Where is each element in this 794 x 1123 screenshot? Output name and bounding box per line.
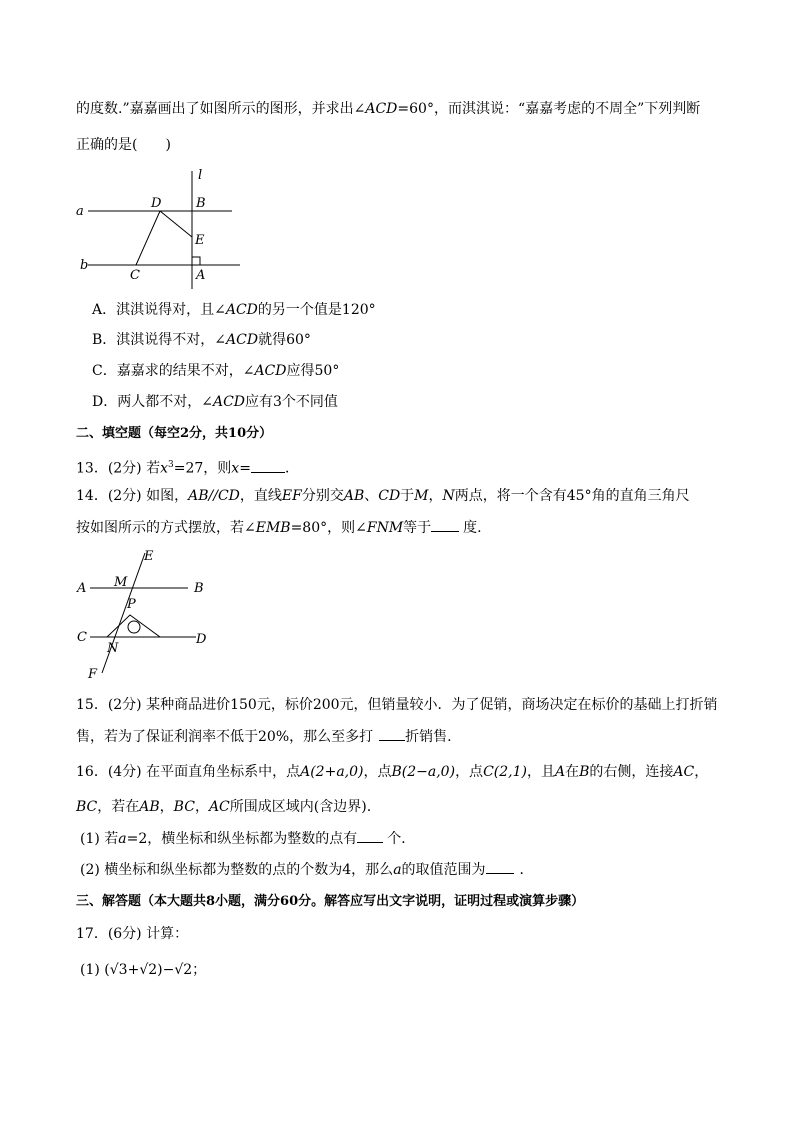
equals: = xyxy=(397,101,410,117)
q14-cd: CD xyxy=(378,488,401,504)
q14-comma: ， xyxy=(428,488,443,504)
q16-text-1: 16．(4分) 在平面直角坐标系中，点 xyxy=(76,764,301,780)
q15-answer-blank[interactable] xyxy=(379,726,405,741)
q16-sub1-text-3: 个． xyxy=(387,831,416,847)
angle-acd: ∠ACD xyxy=(353,101,398,117)
q16-a: A xyxy=(554,764,566,780)
option-b-prefix: B．淇淇说得不对， xyxy=(92,332,215,348)
q16-text-2: ，点 xyxy=(363,764,392,780)
option-a-prefix: A．淇淇说得对，且 xyxy=(92,302,215,318)
option-b-suffix: 就得60° xyxy=(258,332,311,348)
q16-text-10: ， xyxy=(194,799,209,815)
q16-sub2-text-3: ． xyxy=(519,862,534,878)
label-C: C xyxy=(77,630,87,645)
label-a: a xyxy=(76,204,84,219)
option-a-angle: ∠ACD xyxy=(214,302,258,318)
label-b: b xyxy=(80,258,89,273)
q16-sub2-text-1: (2) 横坐标和纵坐标都为整数的点的个数为4，那么 xyxy=(80,862,394,878)
q12-text-2: 60°，而淇淇说：“嘉嘉考虑的不周全”下列判断 xyxy=(409,101,701,117)
option-a-suffix: 的另一个值是120° xyxy=(257,302,376,318)
option-d[interactable] xyxy=(92,392,338,412)
q15-text-1: 售，若为了保证利润率不低于20%，那么至多打 xyxy=(76,729,374,745)
q13-eq: = xyxy=(239,460,251,477)
minus: )− xyxy=(157,962,175,978)
q14-fnm: ∠FNM xyxy=(355,520,404,536)
sqrt-2: √2 xyxy=(139,962,158,978)
q16-sub2-text-2: 的取值范围为 xyxy=(401,862,486,878)
q16-line2 xyxy=(76,797,371,817)
q16-sub1-answer-blank[interactable] xyxy=(357,828,383,843)
label-C: C xyxy=(130,268,140,283)
q16-sub1 xyxy=(80,828,415,849)
q15-line2 xyxy=(76,726,452,747)
label-B: B xyxy=(194,581,204,596)
option-c-angle: ∠ACD xyxy=(242,363,287,379)
sqrt-3: √3 xyxy=(109,962,128,978)
q12-line2: 正确的是( ) xyxy=(76,137,171,153)
q14-text-7: =80°，则 xyxy=(290,520,356,536)
q13 xyxy=(76,455,299,479)
q13-mid: =27，则 xyxy=(173,460,232,477)
q16-text-8: ，若在 xyxy=(97,799,140,815)
q14-line1 xyxy=(76,486,690,506)
label-B: B xyxy=(196,196,206,211)
label-A: A xyxy=(196,268,206,283)
q13-var: x xyxy=(160,460,169,477)
q12-figure xyxy=(70,165,250,295)
q16-text-4: ，且 xyxy=(526,764,555,780)
q16-ac-2: AC xyxy=(208,799,230,815)
label-A: A xyxy=(77,581,87,596)
q14-ef: EF xyxy=(281,488,302,504)
q14-ab-cd: AB//CD xyxy=(188,488,240,504)
q16-sub1-text-1: (1) 若 xyxy=(80,831,119,847)
q16-bc-2: BC xyxy=(173,799,195,815)
option-c-prefix: C．嘉嘉求的结果不对， xyxy=(92,363,243,379)
option-c[interactable] xyxy=(92,361,339,381)
q16-bc: BC xyxy=(76,799,98,815)
q14-line2 xyxy=(76,517,482,538)
q16-sub1-text-2: =2，横坐标和纵坐标都为整数的点有 xyxy=(126,831,358,847)
section-3-title: 三、解答题（本大题共8小题，满分60分。解答应写出文字说明，证明过程或演算步骤） xyxy=(76,894,585,909)
q16-point-b: B(2−a,0) xyxy=(391,764,456,780)
q14-text-6: 按如图所示的方式摆放，若 xyxy=(76,520,244,536)
q16-text-3: ，点 xyxy=(455,764,484,780)
q13-var2: x xyxy=(231,460,240,477)
q16-sub2-answer-blank[interactable] xyxy=(486,859,514,874)
q16-line1 xyxy=(76,762,708,782)
q14-figure xyxy=(70,545,220,683)
q16-ac: AC xyxy=(673,764,695,780)
q14-text-5: 两点，将一个含有45°角的直角三角尺 xyxy=(454,488,690,504)
option-a[interactable] xyxy=(92,300,376,320)
q15-text-2: 折销售. xyxy=(405,729,452,745)
q14-answer-blank[interactable] xyxy=(431,517,459,532)
q14-text-3: 分别交 xyxy=(301,488,344,504)
q12-text: 的度数.”嘉嘉画出了如图所示的图形，并求出 xyxy=(76,101,354,117)
q14-n: N xyxy=(442,488,455,504)
option-d-angle: ∠ACD xyxy=(201,394,246,410)
label-P: P xyxy=(127,597,136,612)
q14-text-9: 度. xyxy=(463,520,482,536)
q14-ab: AB xyxy=(343,488,365,504)
option-b[interactable] xyxy=(92,330,311,350)
label-D: D xyxy=(151,196,162,211)
q14-m: M xyxy=(414,488,429,504)
q13-answer-blank[interactable] xyxy=(251,458,285,473)
q14-text-2: ，直线 xyxy=(239,488,282,504)
q17-line1: 17．(6分) 计算： xyxy=(76,926,189,942)
section-2-title: 二、填空题（每空2分，共10分） xyxy=(76,426,273,441)
label-l: l xyxy=(198,168,203,183)
q16-text-5: 在 xyxy=(565,764,580,780)
q16-sub1-a: a xyxy=(118,831,127,847)
q16-text-6: 的右侧，连接 xyxy=(589,764,674,780)
q16-point-a: A(2+a,0) xyxy=(300,764,364,780)
q14-emb: ∠EMB xyxy=(244,520,291,536)
q16-text-11: 所围成区域内(含边界). xyxy=(229,799,372,815)
q16-point-c: C(2,1) xyxy=(483,764,527,780)
plus: + xyxy=(127,962,140,978)
q16-b: B xyxy=(579,764,590,780)
label-M: M xyxy=(114,575,128,590)
q13-exponent: 3 xyxy=(168,460,174,470)
q16-text-7: ， xyxy=(694,764,709,780)
q16-text-9: ， xyxy=(159,799,174,815)
option-c-suffix: 应得50° xyxy=(286,363,340,379)
q12-line1 xyxy=(76,99,700,119)
q14-text-8: 等于 xyxy=(403,520,432,536)
sqrt-2-b: √2 xyxy=(174,962,193,978)
label-E: E xyxy=(144,549,154,564)
option-b-angle: ∠ACD xyxy=(214,332,259,348)
semicolon: ； xyxy=(192,962,207,978)
q13-prefix: 13．(2分) 若 xyxy=(76,460,161,477)
option-d-prefix: D．两人都不对， xyxy=(92,394,202,410)
q16-sub2 xyxy=(80,859,534,880)
label-N: N xyxy=(107,641,119,656)
q14-sep: 、 xyxy=(364,488,379,504)
label-F: F xyxy=(88,667,98,682)
q16-ab: AB xyxy=(139,799,160,815)
q14-text-1: 14．(2分) 如图， xyxy=(76,488,189,504)
q16-sub2-a: a xyxy=(393,862,402,878)
q17-sub1 xyxy=(80,960,206,980)
q15-line1: 15．(2分) 某种商品进价150元，标价200元，但销量较小．为了促销，商场决定在标价的基础上打折销 xyxy=(76,697,718,713)
q14-text-4: 于 xyxy=(400,488,415,504)
q17-text-1: (1) ( xyxy=(80,962,110,978)
label-E: E xyxy=(195,233,205,248)
label-D: D xyxy=(196,632,207,647)
q13-end: ． xyxy=(284,460,299,477)
option-d-suffix: 应有3个不同值 xyxy=(245,394,338,410)
